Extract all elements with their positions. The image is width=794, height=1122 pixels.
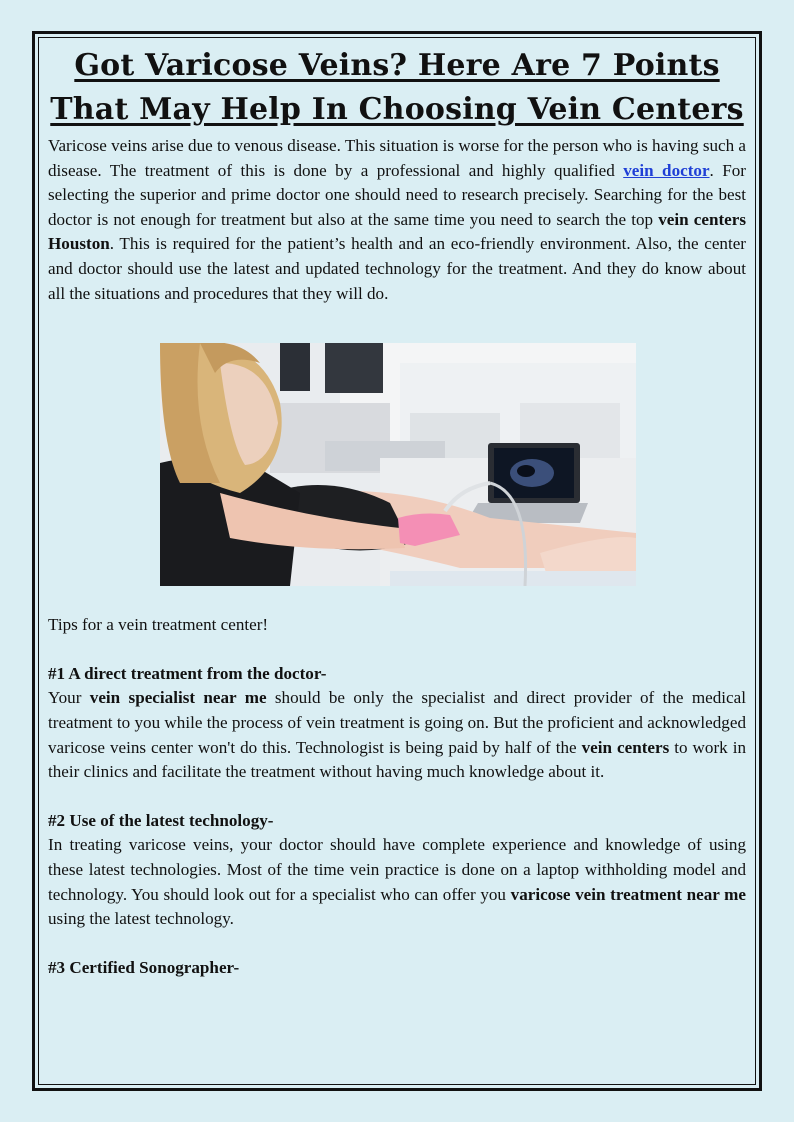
section-3 — [48, 956, 746, 981]
article — [48, 44, 746, 980]
section-1-text-2: should be only the specialist and direct provider of the medical treatment to you while the process of vein treatment is going on. But the proficient and acknowledged varicose veins center won't do this. Technologist is being paid by half of the — [48, 688, 746, 757]
vein-doctor-link[interactable]: vein doctor — [623, 160, 710, 180]
section-1 — [48, 662, 746, 785]
intro-text-3: . This is required for the patient’s health and an eco-friendly environment. Also, the center and doctor should use the latest and updated technology for the treatment. And they do know about all the situations and procedures that they will do. — [48, 234, 746, 303]
article-title: Got Varicose Veins? Here Are 7 Points That May Help In Choosing Vein Centers — [50, 48, 744, 127]
tips-intro: Tips for a vein treatment center! — [48, 615, 269, 635]
intro-text-2: . For selecting the superior and prime doctor one should need to research precisely. Searching for the best doctor is not enough for treatment but also at the same time you need to search the top — [48, 160, 747, 229]
section-2-bold-1: varicose vein treatment near me — [510, 884, 746, 904]
photo-illustration — [160, 343, 636, 586]
section-1-paragraph — [48, 686, 746, 784]
section-1-bold-1: vein specialist near me — [89, 688, 267, 708]
section-1-text-1: Your — [48, 688, 90, 708]
ultrasound-photo — [160, 343, 636, 586]
section-2-paragraph — [48, 833, 746, 931]
section-1-bold-2: vein centers — [581, 737, 670, 757]
section-2-text-2: using the latest technology. — [48, 909, 234, 929]
section-1-heading: #1 A direct treatment from the doctor- — [48, 663, 327, 683]
section-2 — [48, 809, 746, 932]
intro-text-1: Varicose veins arise due to venous disease. This situation is worse for the person who is having such a disease. The treatment of this is done by a professional and highly qualified — [48, 136, 747, 180]
intro-paragraph — [48, 134, 746, 306]
section-1-text-3: to work in their clinics and facilitate the treatment without having much knowledge about it. — [48, 737, 746, 782]
section-2-text-1: In treating varicose veins, your doctor should have complete experience and knowledge of using these latest technologies. Most of the time vein practice is done on a laptop withholding model and technology. You should look out for a specialist who can offer you — [48, 835, 746, 904]
section-2-heading: #2 Use of the latest technology- — [48, 810, 274, 830]
intro-bold-1: vein centers Houston — [48, 209, 746, 254]
section-3-heading: #3 Certified Sonographer- — [48, 957, 240, 977]
